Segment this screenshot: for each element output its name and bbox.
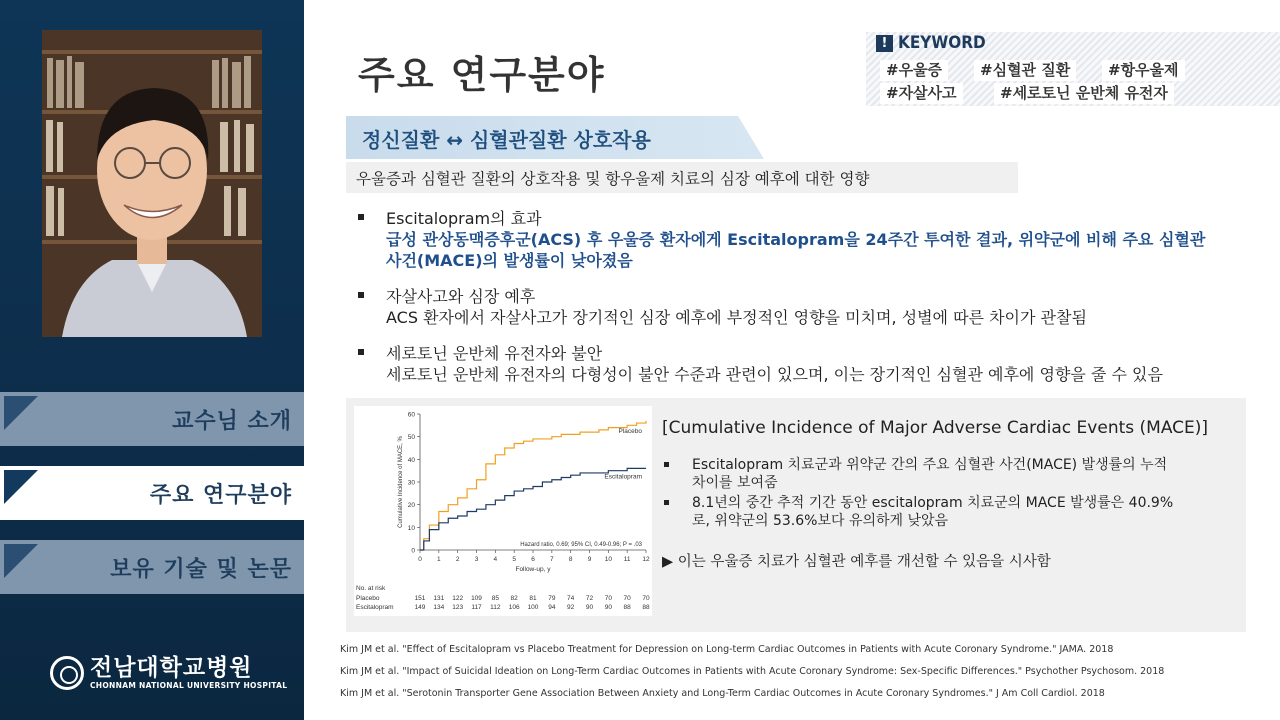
series-label: Escitalopram: [604, 473, 642, 481]
hospital-emblem-icon: [50, 656, 84, 690]
reference-1: Kim JM et al. "Effect of Escitalopram vs Placebo Treatment for Depression on Long-term Cardiac Outcomes in Patients with Acute Coronary Syndrome." JAMA. 2018: [340, 644, 1114, 655]
x-tick-label: 1: [437, 556, 441, 563]
nav-label: 교수님 소개: [172, 408, 292, 434]
bullet-square-icon: [358, 349, 364, 355]
series-line-placebo: [420, 421, 646, 550]
risk-value: 90: [604, 604, 612, 611]
bullet-square-icon: [664, 500, 669, 505]
risk-value: 92: [567, 604, 575, 611]
panel-bullet-line: 8.1년의 중간 추적 기간 동안 escitalopram 치료군의 MACE 발생률은 40.9%: [692, 495, 1174, 511]
risk-value: 131: [433, 595, 445, 602]
panel-bullet: [662, 494, 1232, 530]
nav-research-areas[interactable]: [0, 466, 304, 520]
series-line-escitalopram: [420, 468, 646, 550]
hospital-logo: [50, 655, 287, 690]
keyword-tag: #심혈관 질환: [974, 60, 1076, 81]
risk-value: 70: [604, 595, 612, 602]
bullet-detail: 세로토닌 운반체 유전자의 다형성이 불안 수준과 관련이 있으며, 이는 장기적인 심혈관 예후에 영향을 줄 수 있음: [386, 365, 1163, 384]
risk-value: 88: [642, 604, 650, 611]
risk-value: 72: [585, 595, 594, 602]
bullet-detail: 급성 관상동맥증후군(ACS) 후 우울증 환자에게 Escitalopram을 24주간 투여한 결과, 위약군에 비해 주요 심혈관: [386, 230, 1206, 249]
nav-corner-icon: [4, 396, 38, 430]
risk-row-label: Placebo: [356, 595, 380, 602]
x-tick-label: 9: [587, 556, 592, 563]
risk-value: 109: [471, 595, 482, 602]
risk-value: 149: [414, 604, 426, 611]
keyword-tag: #항우울제: [1102, 60, 1185, 81]
research-bullets: [356, 208, 1236, 400]
keyword-tag: #세로토닌 운반체 유전자: [994, 83, 1174, 104]
bullet-item: [356, 286, 1236, 328]
sidebar: [0, 0, 304, 720]
bullet-item: [356, 343, 1236, 385]
y-tick-label: 20: [407, 502, 415, 510]
panel-bullet-line: 로, 위약군의 53.6%보다 유의하게 낮았음: [692, 513, 949, 529]
mace-chart: [354, 406, 652, 616]
risk-value: 151: [414, 595, 426, 602]
x-tick-label: 7: [550, 556, 554, 563]
risk-value: 134: [433, 604, 445, 611]
y-tick-label: 50: [407, 434, 415, 442]
x-tick-label: 11: [623, 556, 631, 563]
logo-korean: 전남대학교병원: [90, 655, 253, 681]
x-tick-label: 12: [642, 556, 650, 563]
bullet-square-icon: [664, 462, 669, 467]
hazard-ratio-annotation: Hazard ratio, 0.69; 95% CI, 0.49-0.96; P = .03: [520, 542, 642, 548]
professor-photo: [42, 30, 262, 337]
bullet-square-icon: [358, 214, 364, 220]
nav-label: 주요 연구분야: [149, 482, 292, 508]
risk-value: 94: [548, 604, 556, 611]
bullet-heading: 세로토닌 운반체 유전자와 불안: [386, 344, 603, 363]
y-tick-label: 0: [411, 547, 415, 555]
x-tick-label: 6: [531, 556, 535, 563]
risk-table-title: No. at risk: [356, 585, 386, 592]
risk-value: 112: [490, 604, 501, 611]
risk-value: 123: [452, 604, 464, 611]
y-axis-label: Cumulative Incidence of MACE, %: [398, 436, 404, 528]
panel-bullet-line: Escitalopram 치료군과 위약군 간의 주요 심혈관 사건(MACE) 발생률의 누적: [692, 457, 1168, 473]
risk-value: 117: [471, 604, 482, 611]
bullet-heading: Escitalopram의 효과: [386, 209, 542, 228]
risk-value: 70: [642, 595, 650, 602]
risk-value: 85: [491, 595, 499, 602]
risk-value: 74: [567, 595, 575, 602]
panel-conclusion: ▶ 이는 우울증 치료가 심혈관 예후를 개선할 수 있음을 시사함: [662, 554, 1051, 570]
risk-value: 100: [527, 604, 539, 611]
reference-2: Kim JM et al. "Impact of Suicidal Ideation on Long-Term Cardiac Outcomes in Patients with Acute Coronary Syndrome: Sex-Specific Differences." Psychother Psychosom. 2018: [340, 666, 1165, 677]
reference-3: Kim JM et al. "Serotonin Transporter Gene Association Between Anxiety and Long-Term Cardiac Outcomes in Acute Coronary Syndromes." J Am Coll Cardiol. 2018: [340, 688, 1105, 699]
y-tick-label: 30: [407, 479, 415, 487]
bullet-heading: 자살사고와 심장 예후: [386, 287, 536, 306]
risk-value: 79: [548, 595, 556, 602]
y-tick-label: 60: [407, 411, 415, 419]
x-tick-label: 5: [512, 556, 516, 563]
keyword-tag: #자살사고: [880, 83, 963, 104]
risk-row-label: Escitalopram: [356, 604, 394, 611]
x-axis-label: Follow-up, y: [515, 566, 551, 573]
risk-value: 106: [508, 604, 520, 611]
nav-label: 보유 기술 및 논문: [110, 556, 292, 582]
y-tick-label: 10: [407, 524, 415, 532]
keyword-tag: #우울증: [880, 60, 948, 81]
keyword-label: KEYWORD: [898, 33, 986, 53]
nav-tech-and-papers[interactable]: [0, 540, 304, 594]
series-label: Placebo: [618, 427, 642, 435]
risk-value: 81: [529, 595, 537, 602]
risk-value: 122: [452, 595, 464, 602]
risk-value: 82: [510, 595, 518, 602]
logo-english: CHONNAM NATIONAL UNIVERSITY HOSPITAL: [90, 681, 288, 690]
risk-value: 88: [623, 604, 631, 611]
exclamation-icon: !: [876, 35, 893, 52]
keyword-header: [876, 33, 986, 53]
nav-corner-icon: [4, 544, 38, 578]
bullet-detail: 사건(MACE)의 발생률이 낮아졌음: [386, 251, 633, 270]
chart-container: [354, 406, 652, 616]
risk-value: 70: [623, 595, 631, 602]
panel-bullet: [662, 456, 1232, 492]
x-tick-label: 8: [568, 556, 573, 563]
x-tick-label: 3: [474, 556, 479, 563]
risk-value: 90: [585, 604, 594, 611]
panel-title: [Cumulative Incidence of Major Adverse Cardiac Events (MACE)]: [662, 418, 1209, 438]
bullet-detail: ACS 환자에서 자살사고가 장기적인 심장 예후에 부정적인 영향을 미치며, 성별에 따른 차이가 관찰됨: [386, 308, 1087, 327]
page-title: 주요 연구분야: [358, 53, 606, 97]
panel-bullet-line: 차이를 보여줌: [692, 475, 778, 491]
x-tick-label: 4: [493, 556, 498, 563]
nav-corner-icon: [4, 470, 38, 504]
x-tick-label: 0: [418, 556, 422, 563]
x-tick-label: 10: [604, 556, 612, 563]
section-subtitle: 우울증과 심혈관 질환의 상호작용 및 항우울제 치료의 심장 예후에 대한 영향: [356, 170, 870, 188]
y-tick-label: 40: [407, 456, 415, 464]
section-title: 정신질환 ↔ 심혈관질환 상호작용: [362, 128, 651, 152]
x-tick-label: 2: [455, 556, 460, 563]
nav-professor-intro[interactable]: [0, 392, 304, 446]
bullet-item: [356, 208, 1236, 271]
bullet-square-icon: [358, 292, 364, 298]
